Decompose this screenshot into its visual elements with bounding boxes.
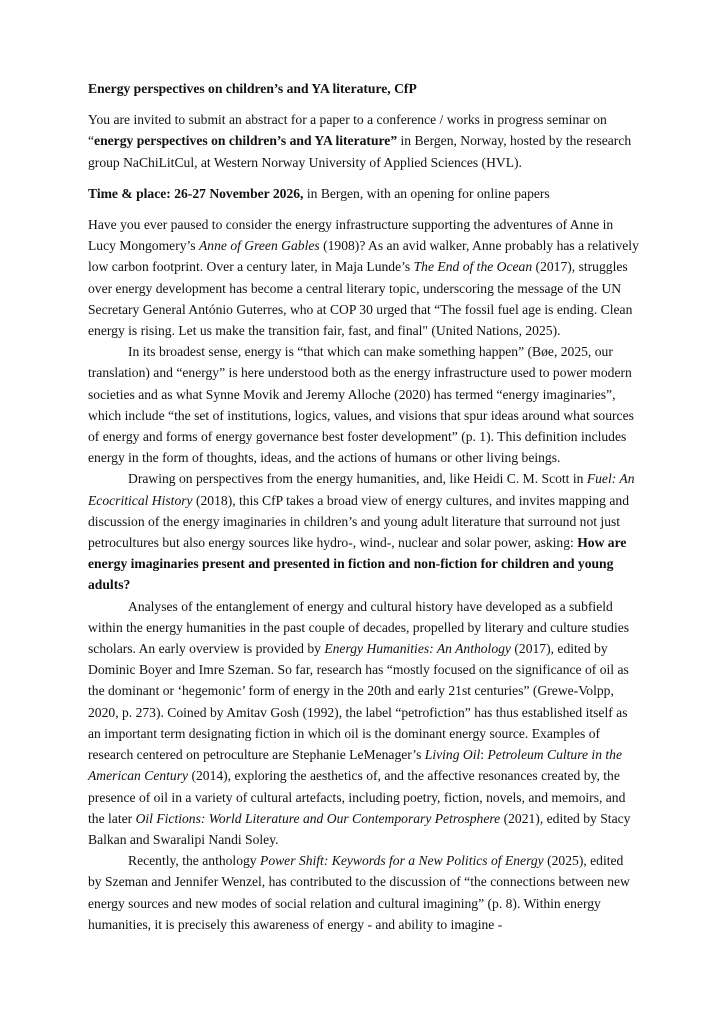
body-paragraph-4 (88, 596, 640, 850)
p4-text-1: Analyses of the entanglement of energy and cultural history have developed as a subfield within the energy humanities in the past couple of decades, propelled by literary and culture studies scholars. An early overview is provided by (88, 598, 630, 657)
p4-subtitle-petroleum: Petroleum Culture in the American Century (88, 747, 623, 784)
p3-title-fuel: Fuel: An Ecocritical History (88, 471, 635, 508)
p4-text-3: : (480, 747, 488, 763)
p2-text-1: In its broadest sense, energy is “that which can make something happen” (Bøe, 2025, our translation) and “energy” is here understood both as the energy infrastructure used to power modern societies and as what Synne Movik and Jeremy Alloche (2020) has termed “energy imaginaries”, which include “the set of institutions, logics, values, and visions that spur ideas around what sources of energy and forms of energy governance best foster development” (p. 1). This definition includes energy in the form of thoughts, ideas, and the actions of humans or other living beings. (88, 344, 634, 466)
time-place-text: in Bergen, with an opening for online papers (303, 185, 550, 201)
p1-text-1: Have you ever paused to consider the energy infrastructure supporting the adventures of Anne in Lucy Mongomery’s (88, 217, 614, 254)
time-place-paragraph (88, 183, 640, 204)
p1-text-2: (1908)? As an avid walker, Anne probably has a relatively low carbon footprint. Over a century later, in Maja Lunde’s (88, 238, 639, 275)
p1-title-ocean: The End of the Ocean (413, 259, 533, 275)
p4-text-4: (2014), exploring the aesthetics of, and the affective resonances created by, the presence of oil in a variety of cultural artefacts, including poetry, fiction, novels, and memoirs, and the later (88, 768, 626, 826)
p4-text-2: (2017), edited by Dominic Boyer and Imre Szeman. So far, research has “mostly focused on the significance of oil as the dominant or ‘hegemonic’ form of energy in the 20th and early 21st centuries” (Grewe-Volpp, 2020, p. 273). Coined by Amitav Gosh (1992), the label “petrofiction” has thus established itself as an important term designating fiction in which oil is the dominant energy source. Examples of research centered on petroculture are Stephanie LeMenager’s (88, 641, 629, 763)
p4-title-oil-fictions: Oil Fictions: World Literature and Our Contemporary Petrosphere (135, 810, 501, 826)
p1-text-3: (2017), struggles over energy development has become a central literary topic, underscoring the message of the UN Secretary General António Guterres, who at COP 30 urged that “The fossil fuel age is ending. Clean energy is rising. Let us make the transition fair, fast, and final" (United Nations, 2025). (88, 259, 633, 339)
document-title: Energy perspectives on children’s and YA literature, CfP (88, 81, 417, 96)
intro-bold-topic: energy perspectives on children’s and YA literature” (94, 133, 398, 149)
p4-title-living-oil: Living Oil (424, 747, 481, 763)
p4-title-energy-humanities: Energy Humanities: An Anthology (324, 641, 511, 657)
p3-text-1: Drawing on perspectives from the energy humanities, and, like Heidi C. M. Scott in (128, 471, 587, 487)
intro-text-1: You are invited to submit an abstract for a paper to a conference / works in progress seminar on “ (88, 112, 607, 149)
body-paragraph-2 (88, 341, 640, 468)
document-body (88, 78, 640, 935)
intro-paragraph (88, 109, 640, 173)
intro-text-2: in Bergen, Norway, hosted by the research group NaChiLitCul, at Western Norway University of Applied Sciences (HVL). (88, 133, 632, 170)
body-paragraph-3 (88, 468, 640, 595)
body-paragraph-5 (88, 850, 640, 935)
p4-text-5: (2021), edited by Stacy Balkan and Swaralipi Nandi Soley. (88, 810, 631, 847)
p5-text-2: (2025), edited by Szeman and Jennifer Wenzel, has contributed to the discussion of “the connections between new energy sources and new modes of social relation and cultural imagining” (p. 8). Within energy humanities, it is precisely this awareness of energy - and ability to imagine - (88, 853, 630, 932)
p3-research-question: How are energy imaginaries present and presented in fiction and non-fiction for children and young adults? (88, 535, 627, 593)
body-paragraph-1 (88, 214, 640, 341)
p5-title-power-shift: Power Shift: Keywords for a New Politics of Energy (260, 853, 544, 869)
p3-text-2: (2018), this CfP takes a broad view of energy cultures, and invites mapping and discussion of the energy imaginaries in children’s and young adult literature that surround not just petrocultures but also energy sources like hydro-, wind-, nuclear and solar power, asking: (88, 492, 629, 551)
time-place-label: Time & place: 26-27 November 2026, (88, 185, 304, 201)
p5-text-1: Recently, the anthology (128, 853, 261, 869)
p1-title-anne: Anne of Green Gables (199, 238, 320, 254)
